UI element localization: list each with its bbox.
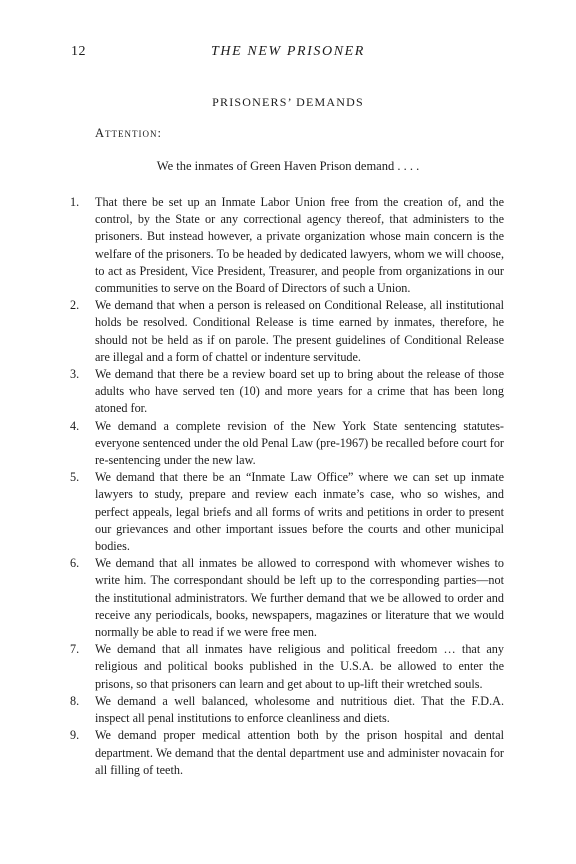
- demand-item: [70, 366, 504, 418]
- demand-text: We demand that there be a review board set up to bring about the release of those adults who have served ten (10) and more years for a crime that has been long atoned for.: [95, 367, 504, 416]
- demand-number: 1.: [70, 195, 80, 209]
- demand-text: We demand that all inmates have religious and political freedom … that any religious and political books published in the U.S.A. be allowed to enter the prisons, so that prisoners can learn and get about to up-lift their wretched souls.: [95, 642, 504, 691]
- demand-number: 9.: [70, 728, 80, 743]
- demand-item: [70, 418, 504, 470]
- demand-item: [70, 555, 504, 641]
- demand-number: 6.: [70, 556, 80, 571]
- demand-number: 2.: [70, 298, 80, 313]
- demand-item: [70, 727, 504, 779]
- running-head: [71, 44, 505, 64]
- demand-number: 3.: [70, 367, 80, 382]
- page-number: 12: [71, 44, 86, 59]
- intro-line: We the inmates of Green Haven Prison demand . . . .: [156, 159, 420, 173]
- demand-number: 8.: [70, 693, 80, 708]
- demand-item: [70, 641, 504, 693]
- demand-item: [70, 297, 504, 366]
- demand-item: [70, 693, 504, 727]
- demand-number: 7.: [70, 642, 80, 657]
- demand-list: [70, 194, 504, 779]
- demand-text: We demand that there be an “Inmate Law Office” where we can set up inmate lawyers to study, prepare and review each inmate’s case, who so wishes, and perfect appeals, legal briefs and all forms of writs and petitions in order to present our grievances and other important issues before the courts and other municipal bodies.: [95, 470, 504, 554]
- demand-text: That there be set up an Inmate Labor Union free from the creation of, and the control, by the State or any correctional agency thereof, that administers to the prisoners. But instead however, a private organization whose main concern is the welfare of the prisoners. To be headed by dedicated lawyers, whom we will choose, to act as President, Vice President, Treasurer, and people from organizations in our communities to serve on the Board of Directors of such a Union.: [95, 195, 504, 296]
- demand-item: [70, 194, 504, 297]
- demand-number: 5.: [70, 470, 80, 485]
- demand-text: We demand a well balanced, wholesome and nutritious diet. That the F.D.A. inspect all penal institutions to enforce cleanliness and diets.: [95, 693, 504, 726]
- demand-text: We demand a complete revision of the New York State sentencing statutes-everyone sentenced under the old Penal Law (pre-1967) be recalled before court for re-sentencing under the new law.: [95, 418, 504, 468]
- running-title: THE NEW PRISONER: [211, 44, 365, 59]
- demand-text: We demand that when a person is released on Conditional Release, all institutional holds be resolved. Conditional Release is time earned by inmates, therefore, he should not be held as if on parole. The present guidelines of Conditional Release are illegal and a form of chattel or indenture servitude.: [95, 298, 504, 364]
- attention-label: Attention:: [95, 126, 162, 140]
- demand-item: [70, 469, 504, 555]
- section-heading: PRISONERS’ DEMANDS: [212, 95, 364, 109]
- demand-number: 4.: [70, 418, 80, 433]
- demand-text: We demand proper medical attention both by the prison hospital and dental department. We demand that the dental department use and administer novacain for all filling of teeth.: [95, 728, 504, 777]
- demand-text: We demand that all inmates be allowed to correspond with whomever wishes to write him. The correspondant should be left up to the corresponding parties—not the institutional administrators. We further demand that we be allowed to order and receive any periodicals, books, newspapers, magazines or literature that we would normally be able to read if we were free men.: [95, 556, 504, 640]
